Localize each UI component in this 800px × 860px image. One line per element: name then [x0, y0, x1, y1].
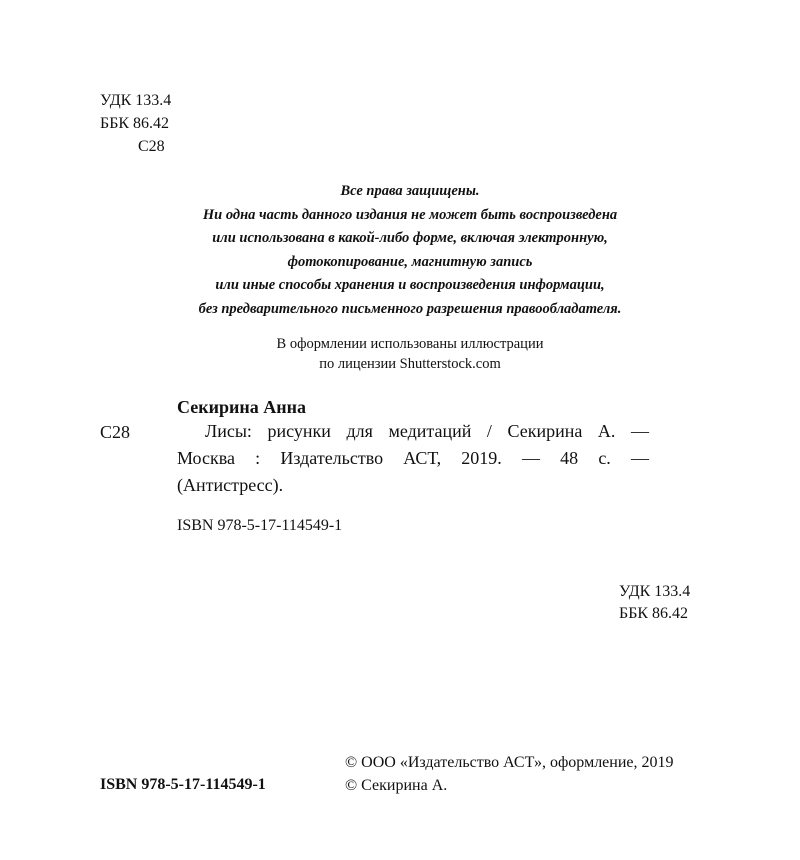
udk-code-top: УДК 133.4	[100, 92, 172, 109]
bibliographic-line: (Антистресс).	[177, 475, 284, 495]
author-sign-top: С28	[138, 138, 165, 155]
rights-notice-line: или использована в какой-либо форме, включая электронную,	[212, 230, 608, 246]
copyright-line: © Секирина А.	[345, 777, 448, 794]
bibliographic-line: Лисы: рисунки для медитаций / Секирина А. —	[205, 421, 649, 441]
udk-code-bottom: УДК 133.4	[619, 583, 691, 600]
illustrations-credit	[160, 334, 660, 374]
bibliographic-line: Москва : Издательство АСТ, 2019. — 48 с. —	[177, 448, 649, 468]
bbk-code-bottom: ББК 86.42	[619, 605, 689, 622]
credit-line: В оформлении использованы иллюстрации	[276, 336, 544, 352]
isbn-record: ISBN 978-5-17-114549-1	[177, 517, 343, 534]
rights-notice-line: Все права защищены.	[340, 183, 480, 199]
rights-notice-line: фотокопирование, магнитную запись	[287, 253, 533, 270]
author-heading: Секирина Анна	[177, 397, 306, 417]
copyright-line: © ООО «Издательство АСТ», оформление, 2019	[345, 754, 674, 771]
rights-notice	[150, 180, 670, 321]
credit-line: по лицензии Shutterstock.com	[319, 356, 501, 372]
isbn-footer: ISBN 978-5-17-114549-1	[100, 776, 266, 793]
author-sign-record: С28	[100, 422, 131, 442]
rights-notice-line: или иные способы хранения и воспроизведения информации,	[215, 277, 605, 293]
bbk-code-top: ББК 86.42	[100, 115, 170, 132]
rights-notice-line: Ни одна часть данного издания не может быть воспроизведена	[202, 206, 618, 223]
rights-notice-line: без предварительного письменного разрешения правообладателя.	[198, 300, 622, 317]
